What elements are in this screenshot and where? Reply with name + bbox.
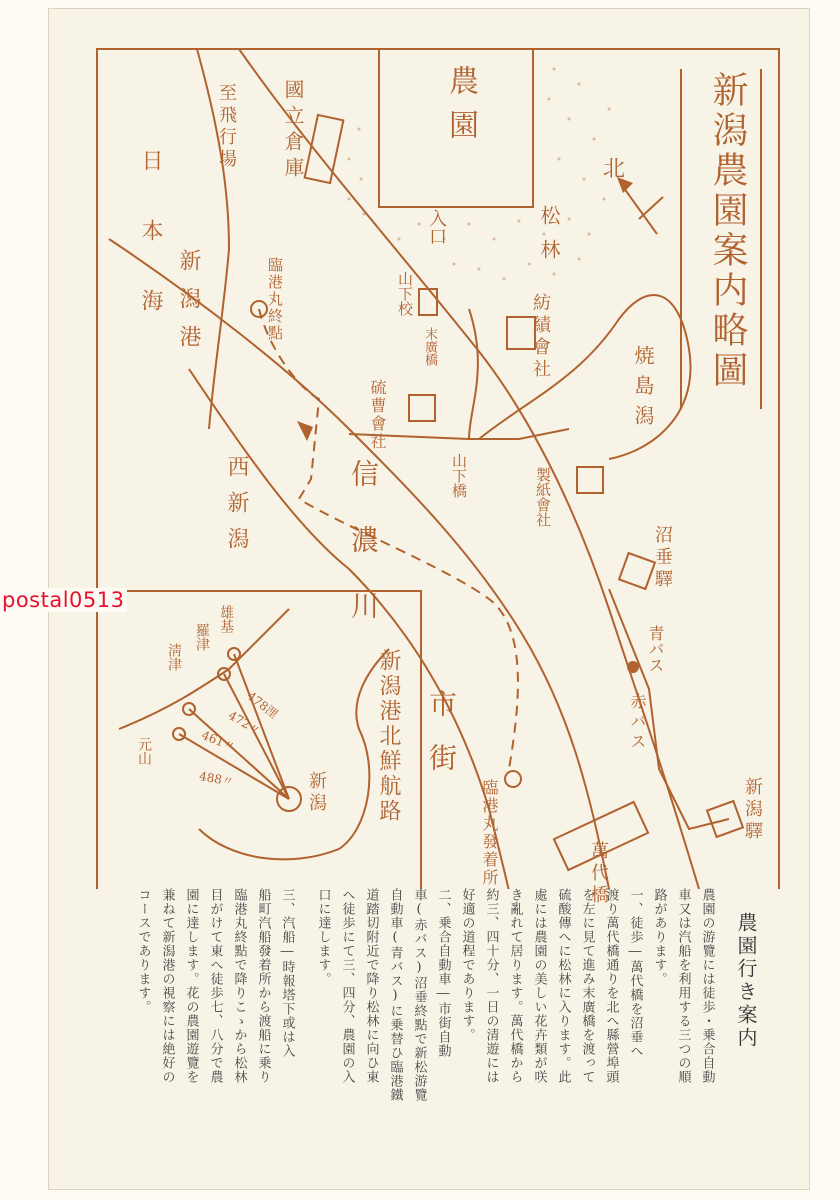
guide-line: 船町汽船發着所から渡船に乗り <box>255 888 271 1084</box>
guide-text <box>98 888 798 1174</box>
guide-line: 道踏切附近で降り松林に向ひ東 <box>363 888 379 1084</box>
guide-line: き亂れて居ります。萬代橋から <box>507 888 523 1084</box>
warehouse-shape <box>305 115 344 183</box>
pine-forest-label: 松林 <box>537 205 561 273</box>
port-yuki-label: 雄基 <box>218 605 234 633</box>
yamashita-school-label: 山下校 <box>396 271 414 316</box>
distance-chongjin: 461〃 <box>199 727 238 755</box>
guide-line: へ徒歩にて三、四分、農園の入 <box>339 888 355 1084</box>
sea-label: 日本海 <box>138 149 163 359</box>
port-chongjin-label: 淸津 <box>166 643 182 671</box>
guide-line: 車又は汽船を利用する三つの順 <box>675 888 691 1084</box>
paper-company-label: 製紙會社 <box>534 467 552 527</box>
sulphuric-company-label: 硫曹會社 <box>368 379 387 451</box>
yakejima-label: 焼島潟 <box>631 345 655 435</box>
nuttari-station-label: 沼垂驛 <box>652 525 673 591</box>
yamashita-bridge-label: 山下橋 <box>450 453 468 498</box>
entrance-label: 入口 <box>426 209 447 245</box>
shinano-river-label: 信濃川 <box>347 459 380 657</box>
farm-label: 農園 <box>443 65 478 153</box>
suehiro-bridge-label: 末廣橋 <box>422 327 437 366</box>
guide-line: 硫酸傳へに松林に入ります。此 <box>555 888 571 1084</box>
guide-line: 兼ねて新潟港の視察には絶好の <box>159 888 175 1084</box>
pier-departure-label: 臨港丸發着所 <box>480 779 499 887</box>
city-label: 市街 <box>425 689 458 797</box>
inset-niigata-label: 新潟 <box>306 771 327 815</box>
guide-line: 路があります。 <box>651 888 667 986</box>
blue-bus-label: 青バス <box>646 625 665 673</box>
guide-line: 自動車(青バス)に乗替ひ臨港鐵 <box>387 888 403 1102</box>
distance-yuki: 478浬 <box>244 688 281 722</box>
guide-line: 好適の道程であります。 <box>459 888 475 1042</box>
map-title: 新潟農園案内略圖 <box>707 71 748 391</box>
guide-line: 渡り萬代橋通りを北へ縣營埠頭 <box>603 888 619 1084</box>
red-bus-label: 赤バス <box>628 693 647 753</box>
guide-line: 農園の游覽には徒歩・乗合自動 <box>699 888 715 1084</box>
guide-line: 口に達します。 <box>315 888 331 986</box>
guide-line: コースであります。 <box>135 888 151 1014</box>
guide-line: 一、徒歩―萬代橋を沼垂へ <box>627 888 643 1058</box>
airfield-label: 至飛行場 <box>216 83 237 171</box>
guide-line: 二、乗合自動車―市街自動 <box>435 888 451 1058</box>
guide-line: 園に達します。花の農園遊覽を <box>183 888 199 1084</box>
port-rajin-label: 羅津 <box>194 623 210 651</box>
port-wonsan-label: 元山 <box>136 737 152 765</box>
guide-line: 車(赤バス)沼垂終點で新松游覽 <box>411 888 427 1102</box>
niigata-station-label: 新潟驛 <box>742 777 763 843</box>
guide-line: 目がけて東へ徒歩七、八分で農 <box>207 888 223 1084</box>
guide-line: を左に見て進み末廣橋を渡って <box>579 888 595 1084</box>
port-label: 新潟港 <box>176 249 201 363</box>
distance-rajin: 472〃 <box>225 708 264 738</box>
guide-line: 三、汽船―時報塔下或は入 <box>279 888 295 1058</box>
guide-title: 農園行き案内 <box>734 912 758 1050</box>
inset-title: 新潟港北鮮航路 <box>376 649 401 824</box>
watermark: postal0513 <box>2 588 125 612</box>
spinning-company-label: 紡績會社 <box>530 293 551 381</box>
guide-line: 約三、四十分、一日の清遊には <box>483 888 499 1084</box>
distance-wonsan: 488〃 <box>198 769 235 789</box>
north-arrow <box>621 184 657 234</box>
nishi-niigata-label: 西新潟 <box>224 455 249 563</box>
bandai-bridge-label: 萬代橋 <box>588 841 609 907</box>
guide-line: 處には農園の美しい花卉類が咲 <box>531 888 547 1084</box>
guide-line: 臨港丸終點で降りこゝから松林 <box>231 888 247 1084</box>
warehouse-label: 國立倉庫 <box>281 79 305 183</box>
north-label: 北 <box>603 157 626 182</box>
pier-terminal-label: 臨港丸終點 <box>266 257 284 342</box>
